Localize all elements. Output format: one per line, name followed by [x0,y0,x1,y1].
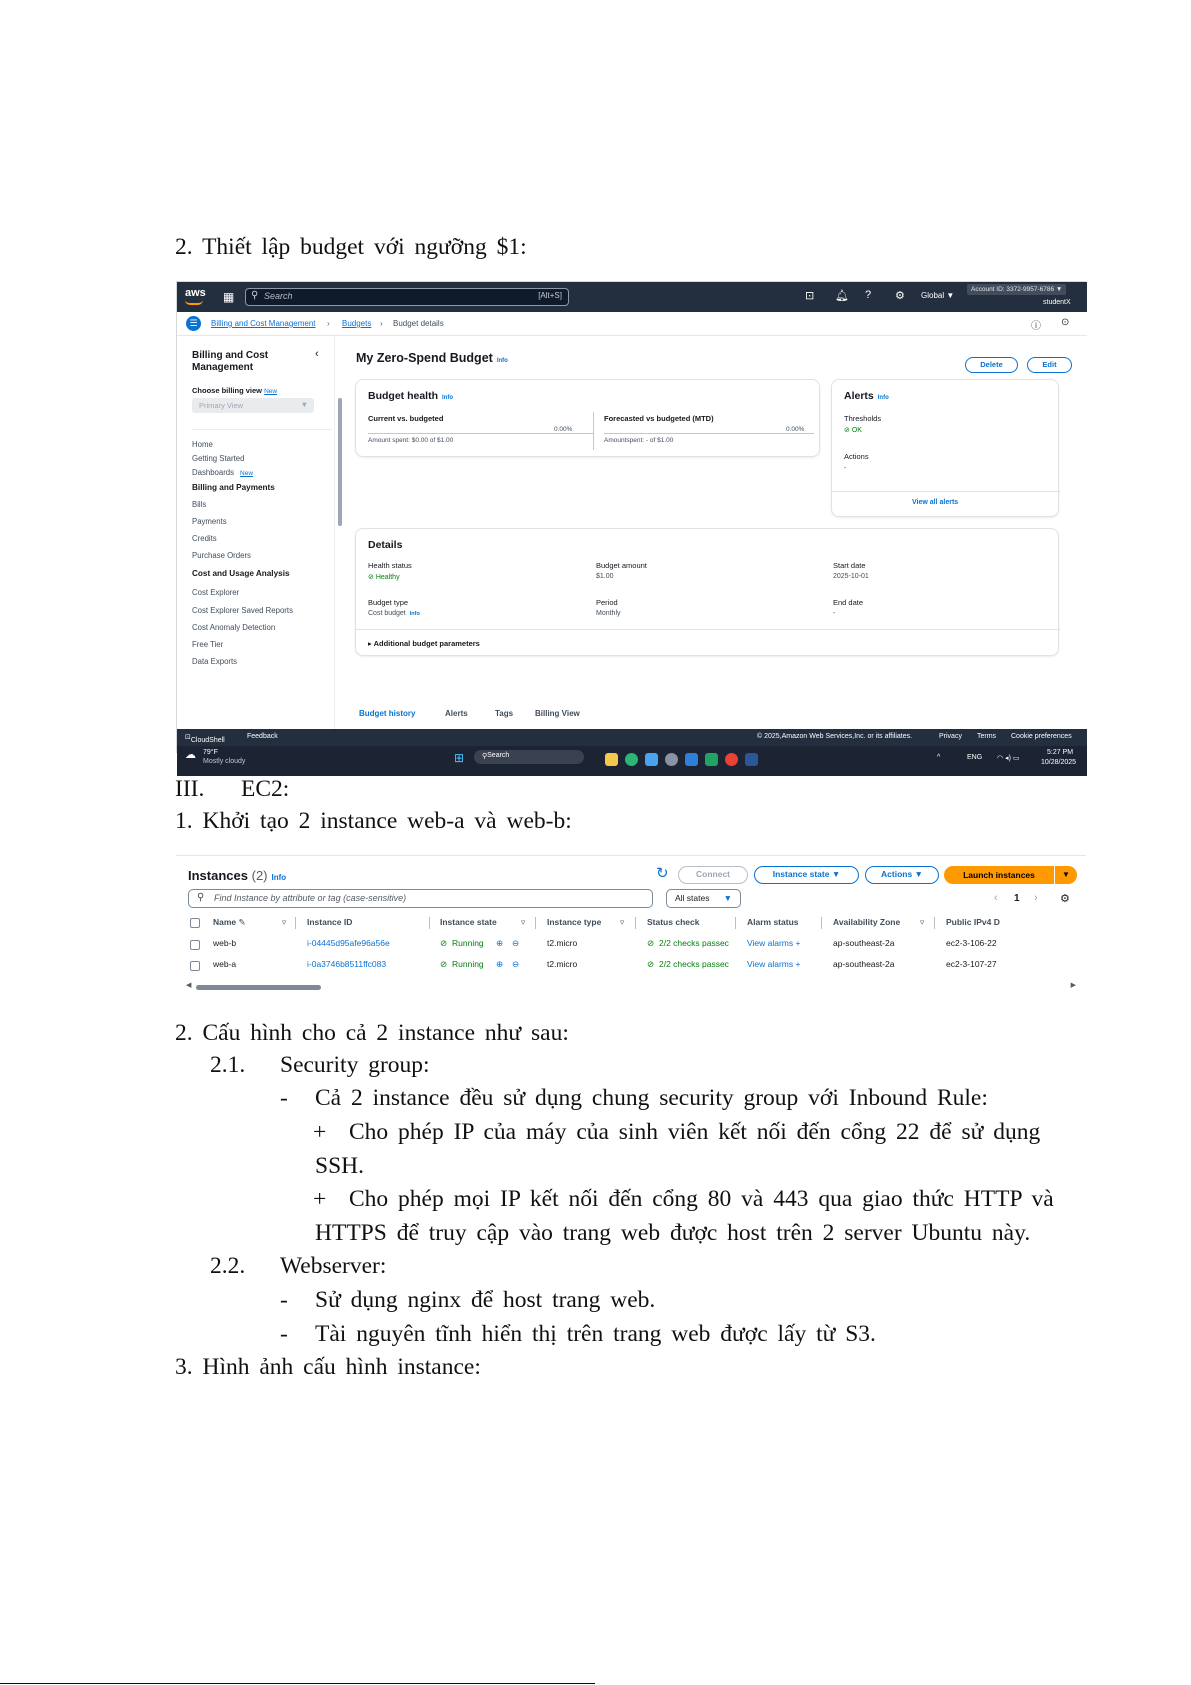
health-status-value [368,573,400,581]
cell-id[interactable]: i-0a3746b8511ffc083 [307,959,387,969]
user-name[interactable]: studentX [1043,299,1071,306]
menu-icon[interactable]: ☰ [186,316,201,331]
instance-search-input[interactable] [188,889,653,908]
taskbar-search[interactable]: ⚲ Search [474,750,584,764]
cell-alarm[interactable]: View alarms + [747,938,801,948]
choose-billing-view-text: Choose billing view [192,386,263,395]
gear-icon[interactable]: ⚙ [895,290,905,302]
col-instance-state[interactable]: Instance state [440,917,497,927]
sidebar-section-header[interactable] [192,569,290,578]
info-link[interactable]: Info [409,611,420,617]
services-grid-icon[interactable]: ▦ [223,290,235,304]
edit-button[interactable]: Edit [1027,357,1072,373]
cell-az: ap-southeast-2a [833,959,895,969]
cell-az: ap-southeast-2a [833,938,895,948]
file-explorer-icon[interactable] [605,753,618,766]
sidebar-item[interactable] [192,440,213,449]
sidebar-item-label: Cost Anomaly Detection [192,623,276,632]
col-separator [735,917,736,929]
col-separator [295,917,296,929]
sidebar-item[interactable] [192,623,275,632]
launch-dropdown-button[interactable]: ▼ [1055,866,1077,884]
bullet-plus: + [313,1119,327,1145]
end-date-value: - [833,610,836,617]
cell-ipv4: ec2-3-106-22 [946,938,997,948]
sidebar-item-label: Home [192,440,213,449]
all-states-filter[interactable] [666,889,741,908]
table-horizontal-scrollbar[interactable] [186,984,1076,990]
sidebar-item-label: Cost and Usage Analysis [192,569,290,578]
sidebar-scrollbar[interactable] [338,398,342,526]
breadcrumb-billing[interactable]: Billing and Cost Management [211,319,316,328]
new-badge[interactable]: New [240,470,254,477]
aws-logo-smile-icon [185,300,203,305]
thresholds-status [844,426,862,434]
additional-params-text: Additional budget parameters [373,639,480,648]
info-link[interactable]: Info [271,873,287,882]
instances-title [188,868,286,883]
rule-ssh-line1: Cho phép IP của máy của sinh viên kết nối đến cổng 22 để sử dụng [349,1119,1041,1145]
cell-ipv4: ec2-3-107-27 [946,959,997,969]
cell-state: Running [452,959,484,969]
col-public-ipv4[interactable]: Public IPv4 D [946,917,1000,927]
row-checkbox[interactable] [190,961,200,971]
start-date-value: 2025-10-01 [833,573,869,580]
sidebar-item[interactable] [192,588,239,597]
windows-start-icon[interactable]: ⊞ [454,751,465,765]
sidebar-item-label: Data Exports [192,657,238,666]
info-link[interactable]: Info [496,358,508,364]
sub-21-title: Security group: [280,1052,430,1078]
billing-view-select[interactable] [192,398,314,413]
instance-state-text: Instance state [772,869,830,879]
end-date-label: End date [833,598,864,607]
cell-state: Running [452,938,484,948]
check-circle-icon: ⊘ [844,427,850,434]
sidebar-item-label: Credits [192,534,217,543]
scroll-left-icon[interactable]: ◀ [186,982,192,989]
aws-top-nav [177,282,1087,312]
collapse-icon[interactable]: ‹ [315,348,319,360]
instance-state-button[interactable]: Instance state ▼ [754,866,859,884]
bullet-dash: - [280,1287,288,1313]
sidebar-item[interactable] [192,640,223,649]
caret-right-icon: ▸ [368,639,372,648]
info-circle-icon[interactable]: ⓘ [1031,321,1041,332]
budget-amount-label: Budget amount [596,561,647,570]
health-status-label: Health status [368,561,412,570]
page-title [356,351,508,365]
edge-icon[interactable] [625,753,638,766]
weather-temp[interactable]: 79°F [203,749,218,756]
heading-budget-threshold: 2. Thiết lập budget với ngưỡng $1: [175,234,527,260]
col-status-check[interactable]: Status check [647,917,700,927]
choose-billing-view-label [192,386,277,395]
sidebar-section-header[interactable] [192,483,275,492]
select-all-checkbox[interactable] [190,918,200,928]
aws-logo[interactable]: aws [185,287,206,299]
rule-http-line2: HTTPS để truy cập vào trang web được host trên 2 server Ubuntu này. [315,1220,1031,1246]
sidebar-item[interactable] [192,534,217,543]
sort-icon[interactable]: ▿ [521,917,526,927]
row-checkbox[interactable] [190,940,200,950]
settings-app-icon[interactable] [665,753,678,766]
sidebar-item-label: Free Tier [192,640,224,649]
sort-icon[interactable]: ▿ [620,917,625,927]
sidebar-divider [192,429,332,430]
tab-billing-view[interactable]: Billing View [535,709,580,718]
next-page-icon[interactable]: › [1034,892,1038,904]
col-name-text: Name [213,917,237,927]
col-separator [821,917,822,929]
tab-tags[interactable]: Tags [495,709,514,718]
weather-desc: Mostly cloudy [203,758,246,765]
status-check-icon: ⊘ [647,938,655,948]
new-badge[interactable]: New [264,388,278,395]
cell-id[interactable]: i-04445d95afe96a56e [307,938,390,948]
instances-count: (2) [251,868,268,883]
col-instance-type[interactable]: Instance type [547,917,602,927]
copyright: © 2025,Amazon Web Services,Inc. or its affiliates. [757,733,913,740]
current-pct: 0.00% [554,426,573,433]
budget-health-title-text: Budget health [368,390,438,402]
sidebar-item-label: Bills [192,500,207,509]
running-check-icon: ⊘ [440,938,448,948]
tab-budget-history[interactable]: Budget history [359,709,416,718]
chevron-right-icon: › [380,319,383,328]
search-icon: ⚲ [251,290,259,301]
col-instance-id[interactable]: Instance ID [307,917,353,927]
info-link[interactable]: Info [442,395,453,401]
terms-link[interactable]: Terms [977,733,997,740]
cell-status: 2/2 checks passec [659,959,729,969]
cell-alarm[interactable]: View alarms + [747,959,801,969]
clock-date[interactable]: 10/28/2025 [1041,759,1077,766]
bullet-dash: - [280,1321,288,1347]
region-selector[interactable]: Global ▼ [921,291,955,300]
thresholds-value: OK [851,427,862,434]
sidebar-item-label: Dashboards [192,468,235,477]
section-ec2-title: EC2: [241,776,290,802]
forecast-progress-bar [604,433,814,434]
wifi-volume-battery-icon[interactable]: ◠ ◂) ▭ [997,755,1020,762]
feedback-link[interactable]: Feedback [247,733,278,740]
cloudshell-link[interactable]: ⊡ CloudShell [185,734,225,744]
prev-page-icon[interactable]: ‹ [994,892,998,904]
cloudshell-icon[interactable]: ⊡ [805,290,815,302]
clock-time[interactable]: 5:27 PM [1047,749,1074,756]
forecast-pct: 0.00% [786,426,805,433]
caret-down-icon: ▼ [300,400,308,409]
bell-icon[interactable]: 🔔︎ [835,290,849,302]
sidebar-item[interactable] [192,606,293,615]
budget-main [347,336,1087,729]
budget-type-text: Cost budget [368,610,406,617]
all-states-text: All states [675,893,710,903]
edit-icon: ✎ [238,917,246,927]
details-divider [356,629,1060,630]
budget-health-card [355,379,820,457]
sidebar-item-label: Purchase Orders [192,551,251,560]
details-card [355,528,1059,656]
current-progress-bar [368,433,593,434]
sidebar-item-label: Getting Started [192,454,245,463]
cloudshell-text: CloudShell [190,737,225,744]
line-images: 3. Hình ảnh cấu hình instance: [175,1354,481,1380]
sidebar-item-label: Cost Explorer [192,588,240,597]
sidebar-item[interactable] [192,468,253,477]
weather-icon[interactable]: ☁ [185,749,196,761]
aws-search-input[interactable] [245,288,569,306]
footnote-separator [0,1683,595,1684]
sort-icon[interactable]: ▿ [282,917,287,927]
search-icon: ⚲ [197,892,205,903]
billing-sidebar [177,336,335,729]
breadcrumb-budgets[interactable]: Budgets [342,319,372,328]
view-all-alerts-link[interactable]: View all alerts [912,499,959,506]
breadcrumb-current: Budget details [393,319,444,328]
sidebar-item-label: Cost Explorer Saved Reports [192,606,293,615]
instances-title-text: Instances [188,868,248,883]
windows-taskbar [177,746,1087,776]
connect-button[interactable]: Connect [678,866,748,884]
sub-22-title: Webserver: [280,1253,387,1279]
sidebar-item-label: Payments [192,517,227,526]
chrome-icon[interactable] [725,753,738,766]
actions-value: - [844,465,847,472]
info-link[interactable]: Info [877,395,889,401]
refresh-icon[interactable]: ↻ [656,865,669,882]
vscode-icon[interactable] [685,753,698,766]
cookie-preferences-link[interactable]: Cookie preferences [1011,733,1072,740]
health-divider [593,412,594,450]
tab-alerts[interactable]: Alerts [445,709,468,718]
cell-status: 2/2 checks passec [659,938,729,948]
billing-view-value: Primary View [199,401,244,410]
aws-footer [177,729,1087,746]
col-availability-zone[interactable]: Availability Zone [833,917,901,927]
instance-search-placeholder: Find Instance by attribute or tag (case-sensitive) [214,893,407,903]
language-indicator[interactable]: ENG [967,754,983,761]
ws-s3-text: Tài nguyên tĩnh hiển thị trên trang web được lấy từ S3. [315,1321,876,1347]
health-status-text: Healthy [375,574,400,581]
bullet-plus: + [313,1186,327,1212]
status-check-icon: ⊘ [647,959,655,969]
actions-label: Actions [844,452,869,461]
app-icon[interactable] [705,753,718,766]
sub-22-number: 2.2. [210,1253,246,1279]
sidebar-item[interactable] [192,454,244,463]
chevron-up-icon[interactable]: ^ [937,754,941,761]
zoom-in-icon[interactable]: ⊕ [496,938,504,948]
search-placeholder: Search [264,291,293,301]
sidebar-title: Billing and Cost Management [192,350,269,373]
sub-21-number: 2.1. [210,1052,246,1078]
scroll-right-icon[interactable]: ▶ [1070,982,1076,989]
launch-instances-button[interactable]: Launch instances [944,866,1054,884]
taskbar-search-text: Search [487,752,510,759]
breadcrumb [177,312,1087,336]
table-settings-icon[interactable]: ⚙ [1060,893,1070,905]
cell-type: t2.micro [547,938,578,948]
chevron-right-icon: › [327,319,330,328]
additional-params-toggle[interactable] [368,639,480,648]
bullet-dash: - [280,1085,288,1111]
help-icon[interactable]: ? [865,289,872,301]
page-number[interactable]: 1 [1014,893,1020,904]
col-separator [635,917,636,929]
line-config: 2. Cấu hình cho cả 2 instance như sau: [175,1020,569,1046]
alerts-title-text: Alerts [844,390,874,402]
alerts-divider [832,491,1060,492]
cell-name: web-a [213,959,237,969]
budget-health-title [368,390,453,402]
actions-button[interactable]: Actions ▼ [865,866,939,884]
privacy-link[interactable]: Privacy [939,733,962,740]
teams-icon[interactable] [645,753,658,766]
section-ec2-number: III. [175,776,205,802]
sg-rule-text: Cả 2 instance đều sử dụng chung security group với Inbound Rule: [315,1085,988,1111]
ec2-instances-screenshot [176,855,1086,997]
delete-button[interactable]: Delete [965,357,1018,373]
thresholds-label: Thresholds [844,414,882,423]
rule-http-line1: Cho phép mọi IP kết nối đến cổng 80 và 443 qua giao thức HTTP và [349,1186,1054,1212]
sort-icon[interactable]: ▿ [920,917,925,927]
col-separator [429,917,430,929]
forecast-label: Forecasted vs budgeted (MTD) [604,414,714,423]
scrollbar-thumb[interactable] [196,985,321,990]
caret-down-icon: ▼ [723,893,732,903]
sidebar-item[interactable] [192,517,227,526]
actions-text: Actions [881,869,913,879]
alerts-card [831,379,1059,517]
page-title-text: My Zero-Spend Budget [356,351,493,365]
rule-ssh-line2: SSH. [315,1153,364,1179]
account-menu[interactable]: Account ID: 3372-9957-6786 ▼ [967,284,1066,295]
check-circle-icon: ⊘ [368,574,374,581]
budget-type-value [368,610,420,617]
zoom-out-icon[interactable]: ⊖ [512,938,520,948]
settings-circle-icon[interactable]: ⊙ [1061,317,1070,328]
billing-budget-screenshot [176,281,1086,766]
word-icon[interactable] [745,753,758,766]
period-label: Period [596,598,618,607]
sidebar-item[interactable] [192,551,251,560]
col-separator [934,917,935,929]
sidebar-item[interactable] [192,500,206,509]
details-title: Details [368,539,403,551]
start-date-label: Start date [833,561,866,570]
zoom-in-icon[interactable]: ⊕ [496,959,504,969]
cell-name: web-b [213,938,237,948]
col-name[interactable] [213,917,246,928]
forecast-amount-spent: Amountspent: - of $1.00 [604,437,674,444]
col-separator [535,917,536,929]
search-shortcut: [Alt+S] [538,291,562,300]
line-create-instances: 1. Khởi tạo 2 instance web-a và web-b: [175,808,572,834]
zoom-out-icon[interactable]: ⊖ [512,959,520,969]
current-vs-budgeted-label: Current vs. budgeted [368,414,444,423]
budget-type-label: Budget type [368,598,409,607]
cell-type: t2.micro [547,959,578,969]
running-check-icon: ⊘ [440,959,448,969]
alerts-title [844,390,889,402]
period-value: Monthly [596,610,621,617]
sidebar-item[interactable] [192,657,237,666]
current-amount-spent: Amount spent: $0.00 of $1.00 [368,437,454,444]
sidebar-item-label: Billing and Payments [192,483,275,492]
budget-amount-value: $1.00 [596,573,614,580]
ws-nginx-text: Sử dụng nginx để host trang web. [315,1287,656,1313]
col-alarm-status[interactable]: Alarm status [747,917,799,927]
